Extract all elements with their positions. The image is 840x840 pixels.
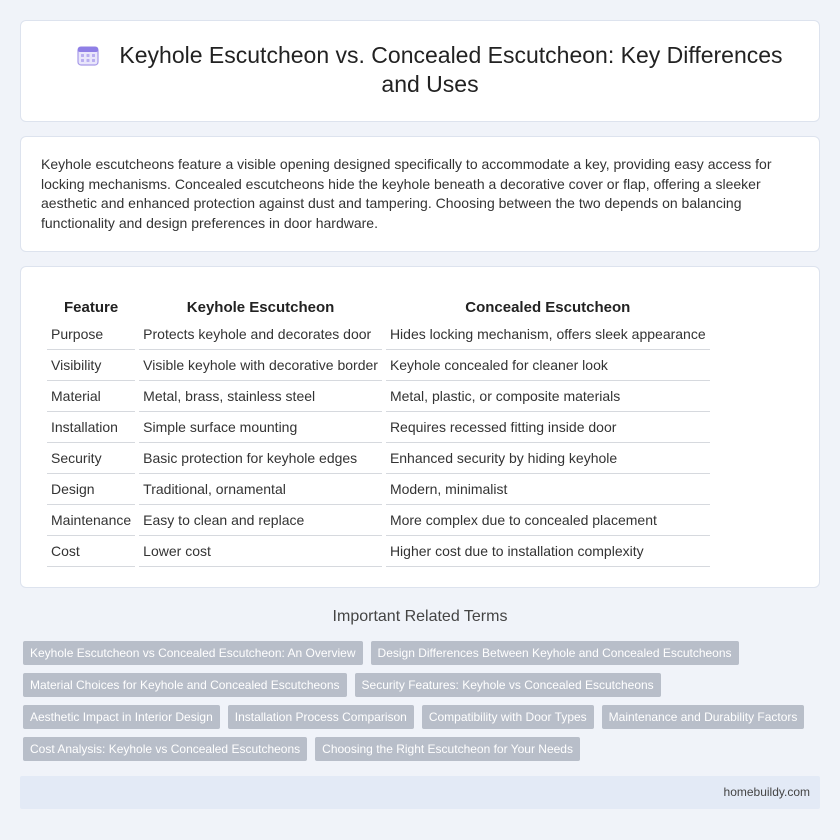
related-tag[interactable]: Security Features: Keyhole vs Concealed Escutcheons bbox=[355, 673, 661, 697]
cell-concealed: Metal, plastic, or composite materials bbox=[386, 381, 710, 412]
page-title: Keyhole Escutcheon vs. Concealed Escutcheon: Key Differences and Uses bbox=[119, 42, 783, 97]
tag-row bbox=[23, 673, 823, 705]
intro-paragraph: Keyhole escutcheons feature a visible opening designed specifically to accommodate a key, providing easy access for locking mechanisms. Concealed escutcheons hide the keyhole beneath a decorative cover or flap, offering a sleeker aesthetic and enhanced protection against dust and tampering. Choosing between the two depends on balancing functionality and design preferences in door hardware. bbox=[41, 156, 772, 231]
cell-feature: Cost bbox=[47, 536, 135, 567]
cell-feature: Material bbox=[47, 381, 135, 412]
header-feature: Feature bbox=[63, 298, 119, 316]
table-row bbox=[47, 474, 710, 505]
cell-keyhole: Visible keyhole with decorative border bbox=[139, 350, 382, 381]
related-tag[interactable]: Design Differences Between Keyhole and Concealed Escutcheons bbox=[371, 641, 739, 665]
tag-row bbox=[23, 641, 823, 673]
footer-site[interactable]: homebuildy.com bbox=[723, 785, 810, 799]
cell-feature: Purpose bbox=[47, 319, 135, 350]
tag-row bbox=[23, 705, 823, 737]
cell-keyhole: Protects keyhole and decorates door bbox=[139, 319, 382, 350]
page-title-wrap bbox=[61, 41, 799, 99]
cell-feature: Maintenance bbox=[47, 505, 135, 536]
related-tag[interactable]: Maintenance and Durability Factors bbox=[602, 705, 805, 729]
table-row bbox=[47, 381, 710, 412]
table-row bbox=[47, 443, 710, 474]
table-row bbox=[47, 350, 710, 381]
cell-keyhole: Basic protection for keyhole edges bbox=[139, 443, 382, 474]
intro-card bbox=[20, 136, 820, 252]
table-row bbox=[47, 319, 710, 350]
cell-keyhole: Metal, brass, stainless steel bbox=[139, 381, 382, 412]
related-tag[interactable]: Aesthetic Impact in Interior Design bbox=[23, 705, 220, 729]
related-tag[interactable]: Cost Analysis: Keyhole vs Concealed Escutcheons bbox=[23, 737, 307, 761]
cell-keyhole: Lower cost bbox=[139, 536, 382, 567]
tag-row bbox=[23, 737, 823, 769]
cell-concealed: Requires recessed fitting inside door bbox=[386, 412, 710, 443]
cell-feature: Security bbox=[47, 443, 135, 474]
related-terms-tags bbox=[23, 641, 823, 769]
comparison-table bbox=[43, 295, 714, 567]
cell-feature: Visibility bbox=[47, 350, 135, 381]
related-tag[interactable]: Compatibility with Door Types bbox=[422, 705, 594, 729]
comparison-card bbox=[20, 266, 820, 588]
header-keyhole: Keyhole Escutcheon bbox=[186, 298, 335, 316]
cell-concealed: Modern, minimalist bbox=[386, 474, 710, 505]
table-header-row bbox=[47, 295, 710, 319]
cell-concealed: Hides locking mechanism, offers sleek appearance bbox=[386, 319, 710, 350]
related-tag[interactable]: Keyhole Escutcheon vs Concealed Escutcheon: An Overview bbox=[23, 641, 363, 665]
table-row bbox=[47, 536, 710, 567]
related-tag[interactable]: Material Choices for Keyhole and Concealed Escutcheons bbox=[23, 673, 347, 697]
cell-concealed: More complex due to concealed placement bbox=[386, 505, 710, 536]
header-concealed: Concealed Escutcheon bbox=[465, 298, 631, 316]
cell-concealed: Keyhole concealed for cleaner look bbox=[386, 350, 710, 381]
cell-keyhole: Simple surface mounting bbox=[139, 412, 382, 443]
table-row bbox=[47, 505, 710, 536]
cell-keyhole: Traditional, ornamental bbox=[139, 474, 382, 505]
cell-keyhole: Easy to clean and replace bbox=[139, 505, 382, 536]
related-terms-title: Important Related Terms bbox=[332, 608, 508, 625]
title-card bbox=[20, 20, 820, 122]
cell-concealed: Enhanced security by hiding keyhole bbox=[386, 443, 710, 474]
related-tag[interactable]: Choosing the Right Escutcheon for Your Needs bbox=[315, 737, 580, 761]
cell-concealed: Higher cost due to installation complexity bbox=[386, 536, 710, 567]
footer-bar bbox=[20, 776, 820, 809]
cell-feature: Installation bbox=[47, 412, 135, 443]
cell-feature: Design bbox=[47, 474, 135, 505]
related-tag[interactable]: Installation Process Comparison bbox=[228, 705, 414, 729]
table-row bbox=[47, 412, 710, 443]
calendar-icon bbox=[77, 44, 99, 66]
